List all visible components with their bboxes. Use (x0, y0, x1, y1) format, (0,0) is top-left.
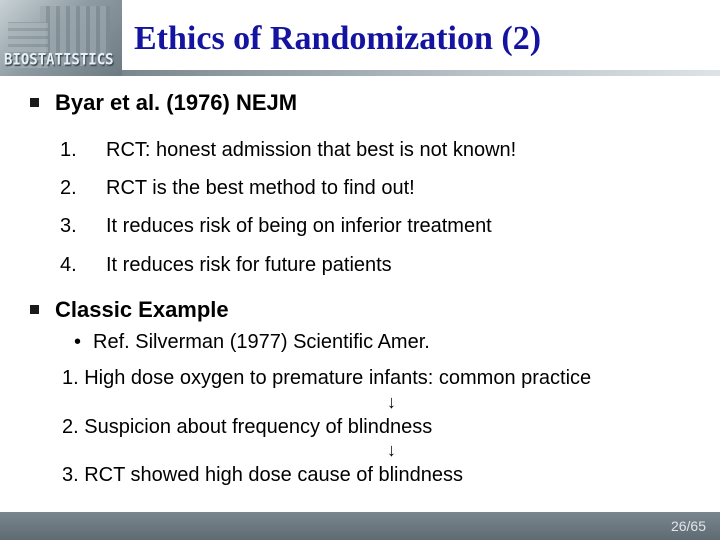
step-2: 2. Suspicion about frequency of blindness (62, 416, 433, 438)
down-arrow-icon: ↓ (387, 392, 396, 412)
slide-header (0, 0, 720, 76)
list-number: 4. (60, 254, 77, 276)
section-byar (30, 90, 297, 116)
page-number: 26/65 (670, 518, 706, 534)
logo (0, 0, 122, 76)
section-classic-example (30, 297, 229, 323)
list-text: RCT is the best method to find out! (106, 177, 415, 199)
list-item (60, 139, 516, 162)
reference-text: Ref. Silverman (1977) Scientific Amer. (93, 331, 430, 353)
list-text: It reduces risk of being on inferior treatment (106, 215, 492, 237)
list-item (60, 254, 392, 277)
down-arrow-icon: ↓ (387, 440, 396, 460)
logo-text: BIOSTATISTICS (4, 50, 114, 70)
footer-bar (0, 512, 720, 540)
list-item (60, 215, 492, 238)
square-bullet-icon (30, 305, 39, 314)
slide-title: Ethics of Randomization (2) (134, 20, 542, 57)
step-3: 3. RCT showed high dose cause of blindness (62, 464, 463, 486)
list-text: It reduces risk for future patients (106, 254, 392, 276)
dot-bullet-icon: • (74, 331, 82, 353)
list-number: 3. (60, 215, 77, 237)
section-title: Byar et al. (1976) NEJM (55, 90, 298, 115)
list-number: 2. (60, 177, 77, 199)
step-1: 1. High dose oxygen to premature infants: common practice (62, 367, 592, 389)
square-bullet-icon (30, 98, 39, 107)
list-number: 1. (60, 139, 77, 161)
reference-line (74, 331, 430, 354)
section-title: Classic Example (55, 297, 229, 322)
header-divider (122, 70, 720, 76)
list-item (60, 177, 415, 200)
list-text: RCT: honest admission that best is not known! (106, 139, 517, 161)
